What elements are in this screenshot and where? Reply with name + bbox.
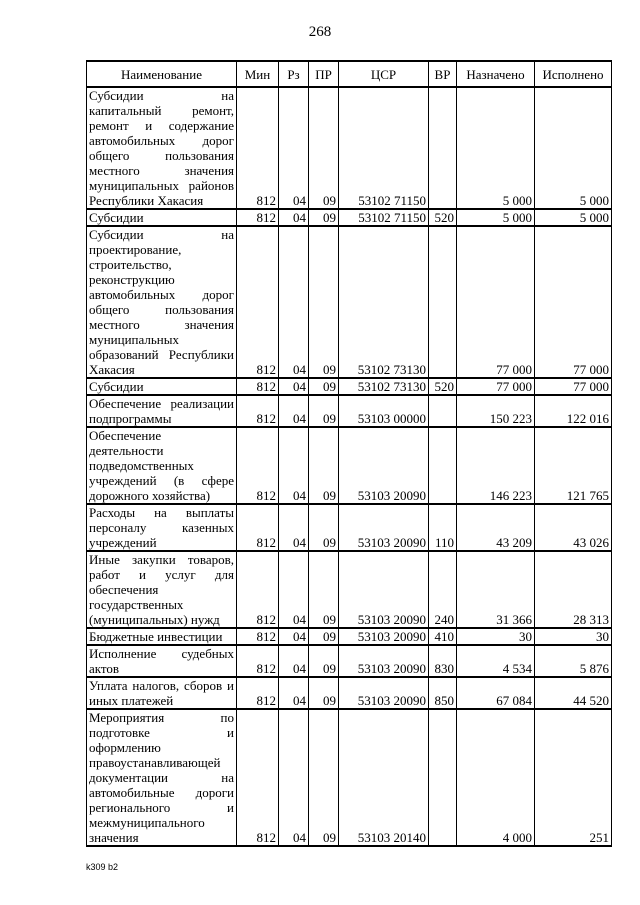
row-csr: 53103 20090 (339, 677, 429, 709)
row-min: 812 (237, 226, 279, 378)
row-executed: 77 000 (535, 226, 612, 378)
table-row (87, 226, 612, 378)
row-name: Уплата налогов, сборов и иных платежей (87, 677, 237, 709)
row-assigned: 31 366 (457, 551, 535, 628)
row-pr: 09 (309, 378, 339, 395)
row-rz: 04 (279, 209, 309, 226)
row-pr: 09 (309, 427, 339, 504)
row-executed: 5 000 (535, 209, 612, 226)
row-assigned: 77 000 (457, 226, 535, 378)
table-row (87, 378, 612, 395)
row-rz: 04 (279, 677, 309, 709)
row-csr: 53102 71150 (339, 87, 429, 209)
table-row (87, 709, 612, 846)
row-pr: 09 (309, 87, 339, 209)
row-vr (429, 226, 457, 378)
row-name: Исполнение судебных актов (87, 645, 237, 677)
row-pr: 09 (309, 504, 339, 551)
table-row (87, 677, 612, 709)
table-row (87, 504, 612, 551)
row-csr: 53103 20090 (339, 427, 429, 504)
row-vr (429, 709, 457, 846)
row-min: 812 (237, 87, 279, 209)
row-rz: 04 (279, 645, 309, 677)
row-name: Субсидии (87, 378, 237, 395)
row-executed: 28 313 (535, 551, 612, 628)
row-csr: 53103 20090 (339, 645, 429, 677)
column-header-assigned: Назначено (457, 61, 535, 87)
row-assigned: 4 000 (457, 709, 535, 846)
row-rz: 04 (279, 226, 309, 378)
row-min: 812 (237, 395, 279, 427)
row-executed: 30 (535, 628, 612, 645)
row-vr: 520 (429, 209, 457, 226)
row-pr: 09 (309, 395, 339, 427)
row-assigned: 5 000 (457, 209, 535, 226)
row-vr (429, 427, 457, 504)
row-assigned: 77 000 (457, 378, 535, 395)
row-rz: 04 (279, 427, 309, 504)
row-min: 812 (237, 209, 279, 226)
row-min: 812 (237, 628, 279, 645)
row-rz: 04 (279, 504, 309, 551)
row-executed: 251 (535, 709, 612, 846)
row-name: Расходы на выплаты персоналу казенных учреждений (87, 504, 237, 551)
row-assigned: 5 000 (457, 87, 535, 209)
row-min: 812 (237, 677, 279, 709)
row-csr: 53103 20140 (339, 709, 429, 846)
row-assigned: 43 209 (457, 504, 535, 551)
page-number: 268 (308, 24, 332, 40)
row-csr: 53103 00000 (339, 395, 429, 427)
row-pr: 09 (309, 226, 339, 378)
row-rz: 04 (279, 87, 309, 209)
row-executed: 43 026 (535, 504, 612, 551)
row-name: Иные закупки товаров, работ и услуг для обеспечения государственных (муниципальных) нужд (87, 551, 237, 628)
row-vr: 110 (429, 504, 457, 551)
row-name: Обеспечение реализации подпрограммы (87, 395, 237, 427)
row-rz: 04 (279, 551, 309, 628)
row-pr: 09 (309, 209, 339, 226)
row-executed: 5 000 (535, 87, 612, 209)
row-pr: 09 (309, 709, 339, 846)
table-row (87, 427, 612, 504)
row-csr: 53102 71150 (339, 209, 429, 226)
row-name: Субсидии на капитальный ремонт, ремонт и содержание автомобильных дорог общего пользования местного значения муниципальных районов Республики Хакасия (87, 87, 237, 209)
row-name: Обеспечение деятельности подведомственных учреждений (в сфере дорожного хозяйства) (87, 427, 237, 504)
row-csr: 53103 20090 (339, 504, 429, 551)
column-header-rz: Рз (279, 61, 309, 87)
row-vr: 830 (429, 645, 457, 677)
table-row (87, 395, 612, 427)
row-rz: 04 (279, 628, 309, 645)
row-name: Бюджетные инвестиции (87, 628, 237, 645)
column-header-pr: ПР (309, 61, 339, 87)
column-header-vr: ВР (429, 61, 457, 87)
row-min: 812 (237, 551, 279, 628)
column-header-csr: ЦСР (339, 61, 429, 87)
row-rz: 04 (279, 378, 309, 395)
row-rz: 04 (279, 395, 309, 427)
row-vr (429, 395, 457, 427)
row-assigned: 146 223 (457, 427, 535, 504)
row-name: Субсидии на проектирование, строительство, реконструкцию автомобильных дорог общего пользования местного значения муниципальных образований Республики Хакасия (87, 226, 237, 378)
row-executed: 5 876 (535, 645, 612, 677)
row-name: Субсидии (87, 209, 237, 226)
row-executed: 121 765 (535, 427, 612, 504)
row-vr: 240 (429, 551, 457, 628)
row-pr: 09 (309, 677, 339, 709)
table-header-row (87, 61, 612, 87)
row-executed: 44 520 (535, 677, 612, 709)
footer-code: k309 b2 (86, 862, 119, 872)
row-assigned: 30 (457, 628, 535, 645)
row-assigned: 67 084 (457, 677, 535, 709)
table-row (87, 645, 612, 677)
table-row (87, 628, 612, 645)
row-executed: 77 000 (535, 378, 612, 395)
row-min: 812 (237, 709, 279, 846)
row-csr: 53103 20090 (339, 551, 429, 628)
column-header-name: Наименование (87, 61, 237, 87)
row-min: 812 (237, 427, 279, 504)
row-pr: 09 (309, 551, 339, 628)
budget-table (86, 60, 612, 847)
row-assigned: 150 223 (457, 395, 535, 427)
row-assigned: 4 534 (457, 645, 535, 677)
row-pr: 09 (309, 628, 339, 645)
row-csr: 53102 73130 (339, 226, 429, 378)
column-header-executed: Исполнено (535, 61, 612, 87)
table-row (87, 87, 612, 209)
row-csr: 53103 20090 (339, 628, 429, 645)
table-row (87, 551, 612, 628)
row-min: 812 (237, 645, 279, 677)
table-row (87, 209, 612, 226)
row-vr: 410 (429, 628, 457, 645)
row-executed: 122 016 (535, 395, 612, 427)
row-name: Мероприятия по подготовке и оформлению правоустанавливающей документации на автомобильные дороги регионального и межмуниципального значения (87, 709, 237, 846)
row-rz: 04 (279, 709, 309, 846)
row-vr: 520 (429, 378, 457, 395)
row-vr: 850 (429, 677, 457, 709)
row-vr (429, 87, 457, 209)
row-pr: 09 (309, 645, 339, 677)
row-min: 812 (237, 504, 279, 551)
row-min: 812 (237, 378, 279, 395)
column-header-min: Мин (237, 61, 279, 87)
row-csr: 53102 73130 (339, 378, 429, 395)
